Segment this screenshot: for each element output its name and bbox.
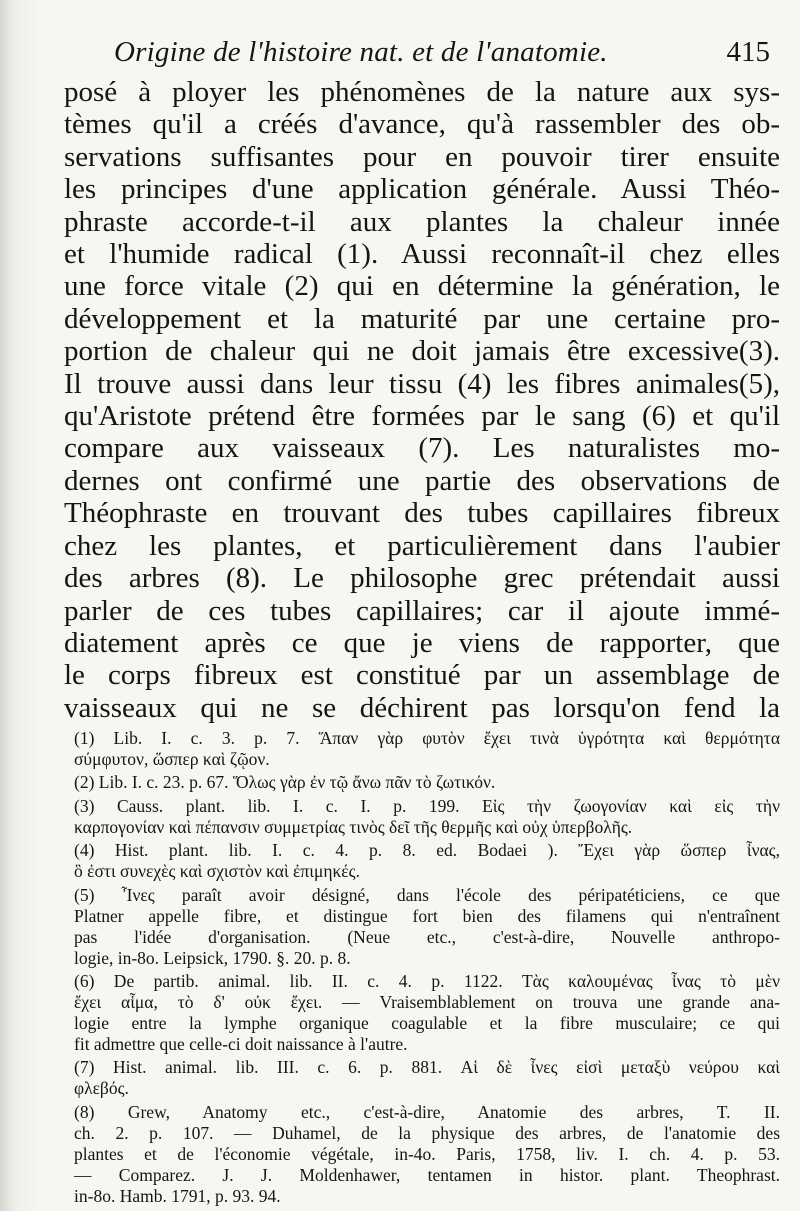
text-line: vaisseaux qui ne se déchirent pas lorsqu'on fend la — [64, 691, 780, 724]
text-line: une force vitale (2) qui en détermine la génération, le — [64, 270, 780, 303]
footnote-line: fit admettre que celle-ci doit naissance à l'autre. — [74, 1033, 408, 1054]
text-line: dernes ont confirmé une partie des observations de — [64, 464, 780, 497]
footnote-line: (5) Ἶνες paraît avoir désigné, dans l'école des péripatéticiens, ce que — [74, 884, 780, 905]
footnote-5 — [74, 885, 780, 969]
text-line: servations suffisantes pour en pouvoir tirer ensuite — [64, 140, 780, 173]
footnote-line: — Comparez. J. J. Moldenhawer, tentamen in histor. plant. Theophrast. — [74, 1164, 780, 1185]
text-line: chez les plantes, et particulièrement dans l'aubier — [64, 529, 780, 562]
footnote-line: (2) Lib. I. c. 23. p. 67. Ὅλως γὰρ ἐν τῷ ἄνω πᾶν τὸ ζωτικόν. — [74, 772, 496, 793]
footnote-line: φλεβός. — [74, 1078, 129, 1099]
text-line: le corps fibreux est constitué par un assemblage de — [64, 659, 780, 692]
footnote-line: σύμφυτον, ὥσπερ καὶ ζῷον. — [74, 749, 270, 769]
footnote-7 — [74, 1057, 780, 1099]
text-line: et l'humide radical (1). Aussi reconnaît-il chez elles — [64, 238, 780, 271]
footnote-line: (4) Hist. plant. lib. I. c. 4. p. 8. ed. Bodaei ). Ἔχει γὰρ ὥσπερ ἶνας, — [74, 840, 780, 861]
page-number: 415 — [726, 36, 770, 68]
footnote-1 — [74, 728, 780, 770]
footnote-line: logie entre la lymphe organique coagulable et la fibre musculaire; ce qui — [74, 1012, 780, 1033]
footnote-line: (1) Lib. I. c. 3. p. 7. Ἅπαν γὰρ φυτὸν ἔχει τινὰ ὑγρότητα καὶ θερμότητα — [74, 728, 780, 748]
text-line: posé à ployer les phénomènes de la nature aux sys- — [64, 76, 780, 108]
footnote-line: καρπογονίαν καὶ πέπανσιν συμμετρίας τινὸς δεῖ τῆς θερμῆς καὶ οὐχ ὑπερβολῆς. — [74, 816, 633, 837]
footnote-line: ὃ ἐστι συνεχὲς καὶ σχιστὸν καὶ ἐπιμηκές. — [74, 861, 360, 882]
footnotes — [74, 728, 780, 1209]
text-line: Il trouve aussi dans leur tissu (4) les fibres animales(5), — [64, 367, 780, 400]
text-line: tèmes qu'il a créés d'avance, qu'à rassembler des ob- — [64, 108, 780, 141]
footnote-line: ch. 2. p. 107. — Duhamel, de la physique des arbres, de l'anatomie des — [74, 1122, 780, 1143]
text-line: développement et la maturité par une certaine pro- — [64, 302, 780, 335]
text-line: diatement après ce que je viens de rapporter, que — [64, 626, 780, 659]
footnote-2 — [74, 772, 780, 793]
footnote-line: (6) De partib. animal. lib. II. c. 4. p. 1122. Τὰς καλουμένας ἶνας τὸ μὲν — [74, 970, 780, 991]
text-line: des arbres (8). Le philosophe grec prétendait aussi — [64, 562, 780, 595]
text-line: qu'Aristote prétend être formées par le sang (6) et qu'il — [64, 400, 780, 433]
footnote-line: pas l'idée d'organisation. (Neue etc., c'est-à-dire, Nouvelle anthropo- — [74, 926, 780, 947]
running-header — [64, 30, 770, 74]
footnote-line: Platner appelle fibre, et distingue fort bien des filamens qui n'entraînent — [74, 905, 780, 926]
text-line: les principes d'une application générale. Aussi Théo- — [64, 173, 780, 206]
main-text — [64, 76, 780, 724]
footnote-line: logie, in-8o. Leipsick, 1790. §. 20. p. 8. — [74, 947, 351, 968]
footnote-line: plantes et de l'économie végétale, in-4o. Paris, 1758, liv. I. ch. 4. p. 53. — [74, 1143, 780, 1164]
running-title: Origine de l'histoire nat. et de l'anatomie. — [114, 36, 608, 68]
footnote-line: (8) Grew, Anatomy etc., c'est-à-dire, Anatomie des arbres, T. II. — [74, 1101, 780, 1122]
footnote-line: in-8o. Hamb. 1791, p. 93. 94. — [74, 1185, 281, 1206]
footnote-line: (3) Causs. plant. lib. I. c. I. p. 199. Εἰς τὴν ζωογονίαν καὶ εἰς τὴν — [74, 795, 780, 816]
footnote-line: (7) Hist. animal. lib. III. c. 6. p. 881. Αἱ δὲ ἶνες εἰσὶ μεταξὺ νεύρου καὶ — [74, 1057, 780, 1078]
footnote-3 — [74, 796, 780, 838]
footnote-4 — [74, 840, 780, 882]
text-line: parler de ces tubes capillaires; car il ajoute immé- — [64, 594, 780, 627]
footnote-line: ἔχει αἷμα, τὸ δ' οὐκ ἔχει. — Vraisemblablement on trouva une grande ana- — [74, 991, 780, 1012]
text-line: compare aux vaisseaux (7). Les naturalistes mo- — [64, 432, 780, 465]
text-line: Théophraste en trouvant des tubes capillaires fibreux — [64, 497, 780, 530]
text-line: phraste accorde-t-il aux plantes la chaleur innée — [64, 205, 780, 238]
text-line: portion de chaleur qui ne doit jamais être excessive(3). — [64, 335, 780, 368]
footnote-6 — [74, 971, 780, 1055]
footnote-8 — [74, 1102, 780, 1207]
